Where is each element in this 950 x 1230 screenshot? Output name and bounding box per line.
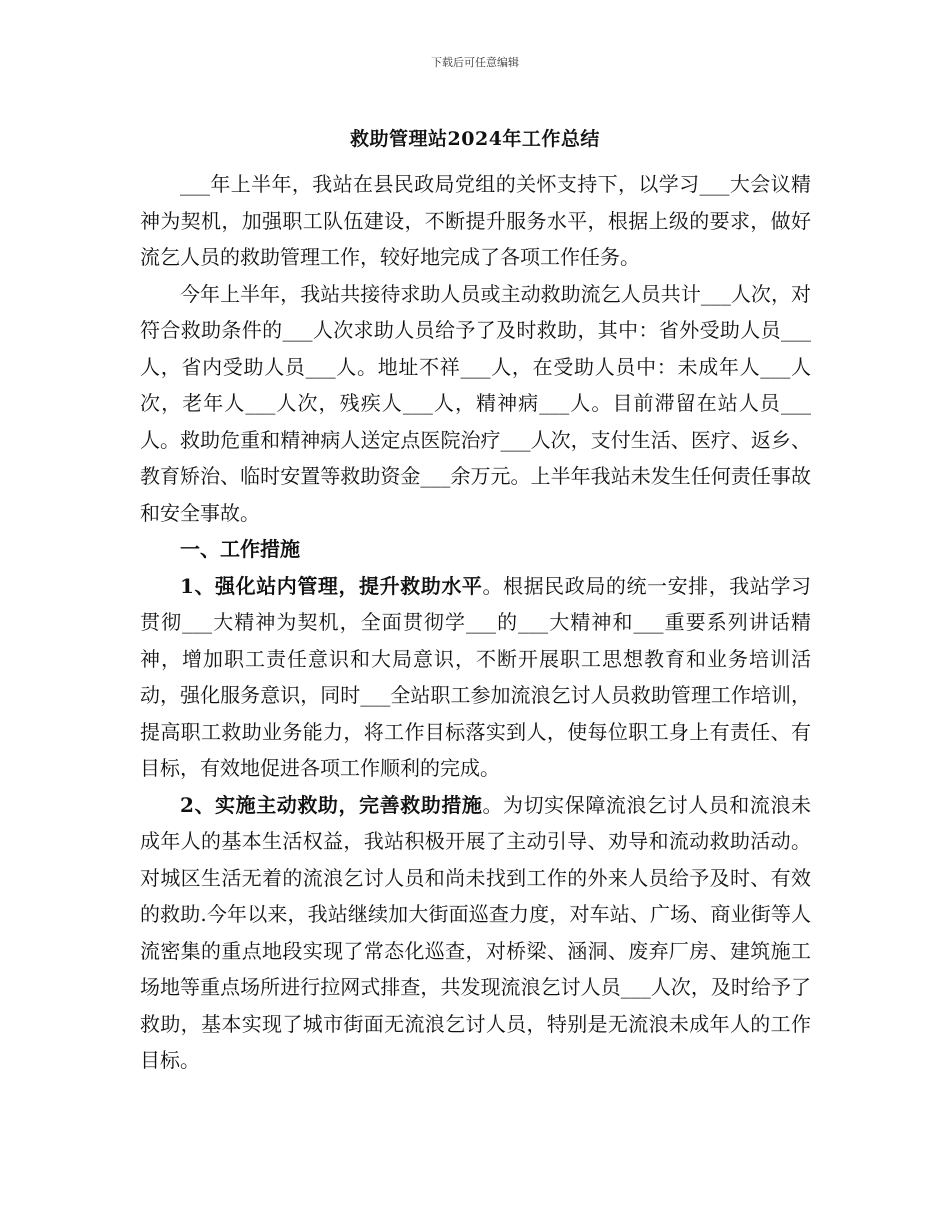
intro-paragraph: ___年上半年，我站在县民政局党组的关怀支持下，以学习___大会议精神为契机，加强职工队伍建设，不断提升服务水平，根据上级的要求，做好流乞人员的救助管理工作，较好地完成了各项工作任务。 [140,172,811,269]
statistics-paragraph: 今年上半年，我站共接待求助人员或主动救助流乞人员共计___人次，对符合救助条件的___人次求助人员给予了及时救助，其中：省外受助人员___人，省内受助人员___人。地址不祥___人，在受助人员中：未成年人___人次，老年人___人次，残疾人___人，精神病___人。目前滞留在站人员___人。救助危重和精神病人送定点医院治疗___人次，支付生活、医疗、返乡、教育矫治、临时安置等救助资金___余万元。上半年我站未发生任何责任事故和安全事故。 [140,281,811,525]
document-body [140,166,811,1079]
header-note: 下载后可任意编辑 [431,56,519,69]
measure-item-2 [140,787,811,1079]
section-heading: 一、工作措施 [180,537,300,561]
measure-item-1-body: 。根据民政局的统一安排，我站学习贯彻___大精神为契机，全面贯彻学___的___大精神和___重要系列讲话精神，增加职工责任意识和大局意识，不断开展职工思想教育和业务培训活动，强化服务意识，同时___全站职工参加流浪乞讨人员救助管理工作培训，提高职工救助业务能力，将工作目标落实到人，使每位职工身上有责任、有目标，有效地促进各项工作顺利的完成。 [140,573,812,780]
measure-item-2-lead: 2、实施主动救助，完善救助措施 [180,792,483,817]
measure-item-1-lead: 1、强化站内管理，提升救助水平 [180,573,483,598]
measure-item-2-body: 。为切实保障流浪乞讨人员和流浪未成年人的基本生活权益，我站积极开展了主动引导、劝导和流动救助活动。对城区生活无着的流浪乞讨人员和尚未找到工作的外来人员给予及时、有效的救助.今年以来，我站继续加大街面巡查力度，对车站、广场、商业街等人流密集的重点地段实现了常态化巡查，对桥梁、涵洞、废弃厂房、建筑施工场地等重点场所进行拉网式排查，共发现流浪乞讨人员___人次，及时给予了救助，基本实现了城市街面无流浪乞讨人员，特别是无流浪未成年人的工作目标。 [140,792,812,1072]
measure-item-1 [140,568,811,787]
page-title: 救助管理站2024年工作总结 [350,128,600,150]
